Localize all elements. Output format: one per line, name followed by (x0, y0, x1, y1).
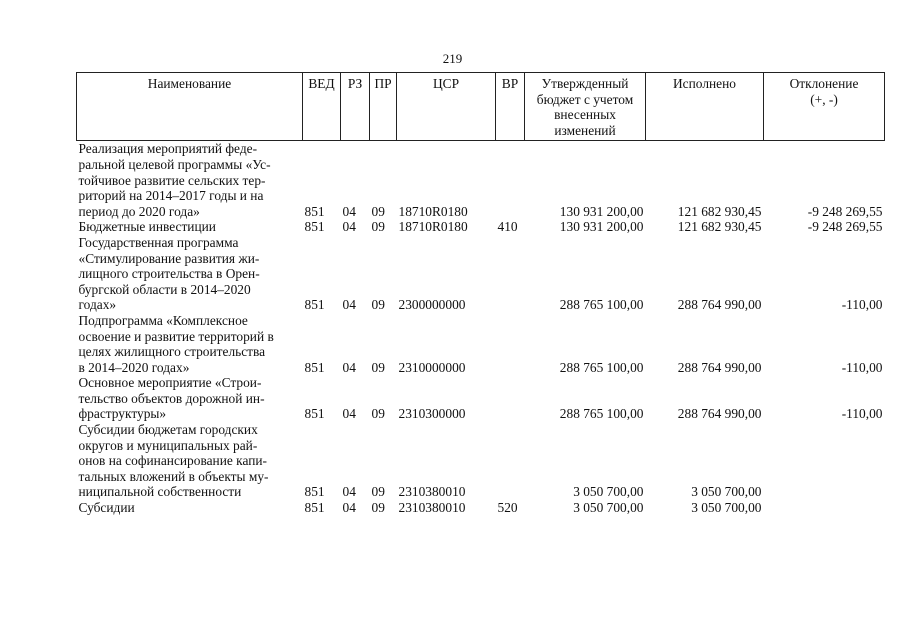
table-row (77, 375, 885, 422)
pr-cell: 09 (371, 484, 385, 500)
executed-amount-cell: 121 682 930,45 (677, 203, 762, 219)
row-name-line: «Стимулирование развития жи- (78, 250, 260, 266)
row-name-line: освоение и развитие территорий в (78, 328, 274, 344)
pr-cell: 09 (371, 500, 385, 516)
header-executed: Исполнено (646, 73, 764, 141)
header-csr: ЦСР (397, 73, 496, 141)
row-name-line: ниципальной собственности (78, 484, 242, 500)
approved-amount-cell: 288 765 100,00 (559, 406, 644, 422)
row-name-cell (77, 500, 303, 516)
table-row (77, 313, 885, 375)
row-name-line: целях жилищного строительства (78, 344, 266, 360)
table-row (77, 500, 885, 516)
row-name-line: Бюджетные инвестиции (78, 219, 216, 235)
deviation-amount-cell: -9 248 269,55 (807, 219, 883, 235)
approved-amount-cell: 288 765 100,00 (559, 359, 644, 375)
csr-cell: 2310380010 (398, 484, 466, 500)
rz-cell: 04 (342, 219, 356, 235)
row-name-line: Реализация мероприятий феде- (78, 141, 258, 157)
row-name-line: годах» (78, 297, 117, 313)
header-deviation-line: (+, -) (810, 91, 838, 107)
row-name-line: бургской области в 2014–2020 (78, 281, 251, 297)
row-name-line: округов и муниципальных рай- (78, 437, 258, 453)
csr-cell: 2300000000 (398, 297, 466, 313)
row-name-line: тальных вложений в объекты му- (78, 468, 269, 484)
header-approved-line: бюджет с учетом (536, 91, 634, 107)
row-name-cell (77, 313, 303, 375)
ved-cell: 851 (304, 359, 325, 375)
ved-cell: 851 (304, 500, 325, 516)
rz-cell: 04 (342, 203, 356, 219)
deviation-amount-cell: -9 248 269,55 (807, 203, 883, 219)
csr-cell: 2310300000 (398, 406, 466, 422)
rz-cell: 04 (342, 484, 356, 500)
table-row (77, 422, 885, 500)
header-vr: ВР (496, 73, 525, 141)
row-name-cell (77, 422, 303, 500)
approved-amount-cell: 130 931 200,00 (559, 219, 644, 235)
header-deviation (764, 73, 885, 141)
ved-cell: 851 (304, 219, 325, 235)
row-name-line: риторий на 2014–2017 годы и на (78, 188, 264, 204)
csr-cell: 18710R0180 (398, 219, 468, 235)
header-approved-line: Утвержденный (541, 76, 629, 91)
deviation-amount-cell (764, 422, 885, 500)
row-name-cell (77, 219, 303, 235)
vr-cell: 410 (497, 219, 518, 235)
header-rz: РЗ (341, 73, 370, 141)
table-body (77, 141, 885, 516)
header-pr: ПР (370, 73, 397, 141)
ved-cell: 851 (304, 203, 325, 219)
executed-amount-cell: 3 050 700,00 (691, 500, 762, 516)
row-name-line: в 2014–2020 годах» (78, 359, 190, 375)
row-name-cell (77, 235, 303, 313)
table-row (77, 141, 885, 219)
row-name-line: Основное мероприятие «Строи- (78, 375, 262, 391)
row-name-line: Субсидии (78, 500, 135, 516)
csr-cell: 2310000000 (398, 359, 466, 375)
rz-cell: 04 (342, 500, 356, 516)
table-row (77, 219, 885, 235)
page-number: 219 (442, 51, 463, 66)
ved-cell: 851 (304, 297, 325, 313)
pr-cell: 09 (371, 359, 385, 375)
budget-execution-table (76, 72, 885, 516)
vr-cell (496, 235, 525, 313)
row-name-cell (77, 141, 303, 219)
rz-cell: 04 (342, 406, 356, 422)
approved-amount-cell: 130 931 200,00 (559, 203, 644, 219)
row-name-line: Субсидии бюджетам городских (78, 422, 258, 438)
approved-amount-cell: 3 050 700,00 (573, 484, 644, 500)
header-approved-line: внесенных (554, 107, 616, 123)
executed-amount-cell: 288 764 990,00 (677, 406, 762, 422)
row-name-line: период до 2020 года» (78, 203, 200, 219)
header-approved-budget (525, 73, 646, 141)
approved-amount-cell: 3 050 700,00 (573, 500, 644, 516)
vr-cell (496, 422, 525, 500)
table-header-row (77, 73, 885, 141)
executed-amount-cell: 3 050 700,00 (691, 484, 762, 500)
pr-cell: 09 (371, 297, 385, 313)
approved-amount-cell: 288 765 100,00 (559, 297, 644, 313)
row-name-line: Подпрограмма «Комплексное (78, 312, 248, 328)
vr-cell (496, 313, 525, 375)
ved-cell: 851 (304, 484, 325, 500)
row-name-line: ральной целевой программы «Ус- (78, 156, 271, 172)
row-name-line: тельство объектов дорожной ин- (78, 390, 265, 406)
deviation-amount-cell: -110,00 (841, 297, 883, 313)
row-name-line: Государственная программа (78, 234, 239, 250)
deviation-amount-cell: -110,00 (841, 359, 883, 375)
row-name-line: тойчивое развитие сельских тер- (78, 172, 266, 188)
pr-cell: 09 (371, 406, 385, 422)
header-ved: ВЕД (303, 73, 341, 141)
table-row (77, 235, 885, 313)
pr-cell: 09 (371, 203, 385, 219)
executed-amount-cell: 121 682 930,45 (677, 219, 762, 235)
row-name-line: лищного строительства в Орен- (78, 266, 260, 282)
rz-cell: 04 (342, 359, 356, 375)
header-approved-line: изменений (554, 122, 616, 138)
deviation-amount-cell: -110,00 (841, 406, 883, 422)
header-name: Наименование (77, 73, 303, 141)
executed-amount-cell: 288 764 990,00 (677, 297, 762, 313)
rz-cell: 04 (342, 297, 356, 313)
ved-cell: 851 (304, 406, 325, 422)
pr-cell: 09 (371, 219, 385, 235)
header-deviation-line: Отклонение (789, 76, 859, 91)
deviation-amount-cell (764, 500, 885, 516)
row-name-line: фраструктуры» (78, 406, 167, 422)
csr-cell: 2310380010 (398, 500, 466, 516)
vr-cell (496, 375, 525, 422)
row-name-cell (77, 375, 303, 422)
executed-amount-cell: 288 764 990,00 (677, 359, 762, 375)
vr-cell: 520 (497, 500, 518, 516)
row-name-line: онов на софинансирование капи- (78, 453, 268, 469)
csr-cell: 18710R0180 (398, 203, 468, 219)
vr-cell (496, 141, 525, 219)
